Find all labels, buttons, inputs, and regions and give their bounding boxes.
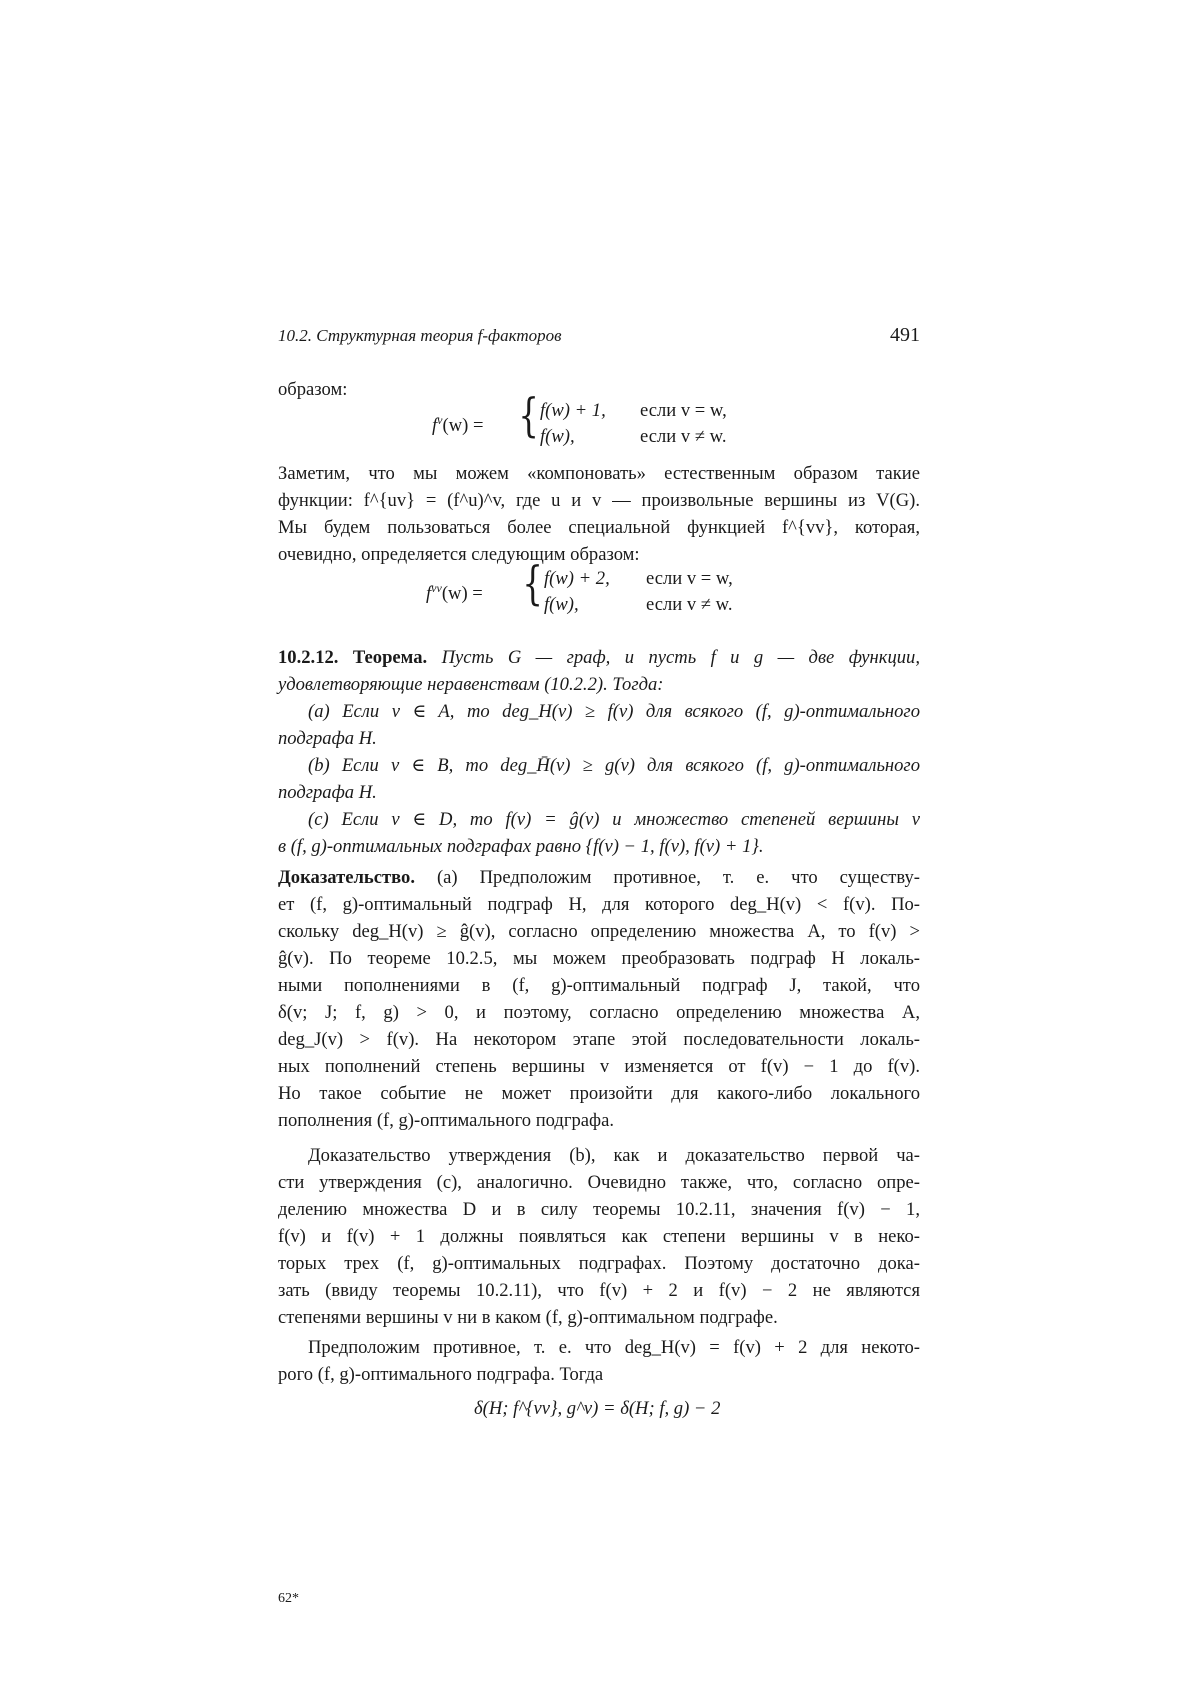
paragraph-line: делению множества D и в силу теоремы 10.2.11, значения f(v) − 1, [278,1199,920,1220]
formula-fvv-case1-condition: если v = w, [646,568,733,589]
theorem-item-b-cont: подграфа H. [278,782,377,803]
theorem-line: удовлетворяющие неравенствам (10.2.2). Тогда: [278,674,664,695]
running-title: 10.2. Структурная теория f-факторов [278,326,562,345]
running-header [278,326,920,352]
proof-line: ных пополнений степень вершины v изменяется от f(v) − 1 до f(v). [278,1056,920,1077]
paragraph-line: очевидно, определяется следующим образом: [278,544,640,565]
paragraph-line: зать (ввиду теоремы 10.2.11), что f(v) + 2 и f(v) − 2 не являются [278,1280,920,1301]
paragraph-line: f(v) и f(v) + 1 должны появляться как степени вершины v в неко- [278,1226,921,1247]
proof-line: ет (f, g)-оптимальный подграф H, для которого deg_H(v) < f(v). По- [278,894,920,915]
proof-line: Доказательство. (a) Предположим противное, т. е. что существу- [278,867,920,888]
paragraph-line: функции: f^{uv} = (f^u)^v, где u и v — произвольные вершины из V(G). [278,490,920,511]
paragraph-line: степенями вершины v ни в каком (f, g)-оптимальном подграфе. [278,1307,778,1328]
paragraph-line: Доказательство утверждения (b), как и доказательство первой ча- [308,1145,920,1166]
theorem-line: 10.2.12. Теорема. Пусть G — граф, и пусть f и g — две функции, [278,647,920,668]
proof-line: пополнения (f, g)-оптимального подграфа. [278,1110,614,1131]
paragraph-compose [278,460,920,568]
paragraph-line: сти утверждения (c), аналогично. Очевидно также, что, согласно опре- [278,1172,920,1193]
intro-text [278,376,920,403]
proof-line: скольку deg_H(v) ≥ ĝ(v), согласно определению множества A, то f(v) > [278,921,920,942]
left-brace-icon: { [518,388,539,442]
theorem-item-b: (b) Если v ∈ B, то deg_H̄(v) ≥ g(v) для всякого (f, g)-оптимального [308,755,920,776]
proof-block [278,864,920,1134]
paragraph-line: торых трех (f, g)-оптимальных подграфах. Поэтому достаточно дока- [278,1253,920,1274]
proof-line: deg_J(v) > f(v). На некотором этапе этой последовательности локаль- [278,1029,920,1050]
theorem-label: 10.2.12. Теорема. [278,647,428,668]
theorem-item-c-cont: в (f, g)-оптимальных подграфах равно {f(v) − 1, f(v), f(v) + 1}. [278,836,764,857]
formula-fv-case1-value: f(w) + 1, [540,400,606,421]
page-number: 491 [890,324,920,346]
formula-fv-case2-condition: если v ≠ w. [640,426,727,447]
proof-line: ĝ(v). По теореме 10.2.5, мы можем преобразовать подграф H локаль- [278,948,920,969]
intro-word: образом: [278,379,348,400]
theorem-block [278,644,920,860]
theorem-item-a-cont: подграфа H. [278,728,377,749]
paragraph-line: Мы будем пользоваться более специальной функцией f^{vv}, которая, [278,517,920,538]
theorem-item-a: (a) Если v ∈ A, то deg_H(v) ≥ f(v) для всякого (f, g)-оптимального [308,701,920,722]
left-brace-icon: { [522,556,543,610]
formula-fvv-lhs: $f^{vv}(w)$ = [426,581,483,605]
proof-line: δ(v; J; f, g) > 0, и поэтому, согласно определению множества A, [278,1002,920,1023]
formula-fv-case2-value: f(w), [540,426,575,447]
formula-delta: δ(H; f^{vv}, g^v) = δ(H; f, g) − 2 [474,1398,721,1419]
proof-label: Доказательство. [278,867,416,888]
formula-fv-lhs: $f^v(w)$ = [432,413,484,437]
paragraph-proof-b [278,1142,920,1331]
paragraph-line: Заметим, что мы можем «компоновать» естественным образом такие [278,463,920,484]
paragraph-line: Предположим противное, т. е. что deg_H(v) = f(v) + 2 для некото- [308,1337,920,1358]
printer-signature: 62* [278,1591,299,1606]
formula-fvv-case2-condition: если v ≠ w. [646,594,733,615]
formula-fvv-case1-value: f(w) + 2, [544,568,610,589]
proof-line: Но такое событие не может произойти для какого-либо локального [278,1083,920,1104]
paragraph-line: рого (f, g)-оптимального подграфа. Тогда [278,1364,604,1385]
theorem-item-c: (c) Если v ∈ D, то f(v) = ĝ(v) и множество степеней вершины v [308,809,920,830]
proof-line: ными пополнениями в (f, g)-оптимальный подграф J, такой, что [278,975,920,996]
formula-fvv-case2-value: f(w), [544,594,579,615]
formula-fv-case1-condition: если v = w, [640,400,727,421]
paragraph-suppose [278,1334,920,1388]
